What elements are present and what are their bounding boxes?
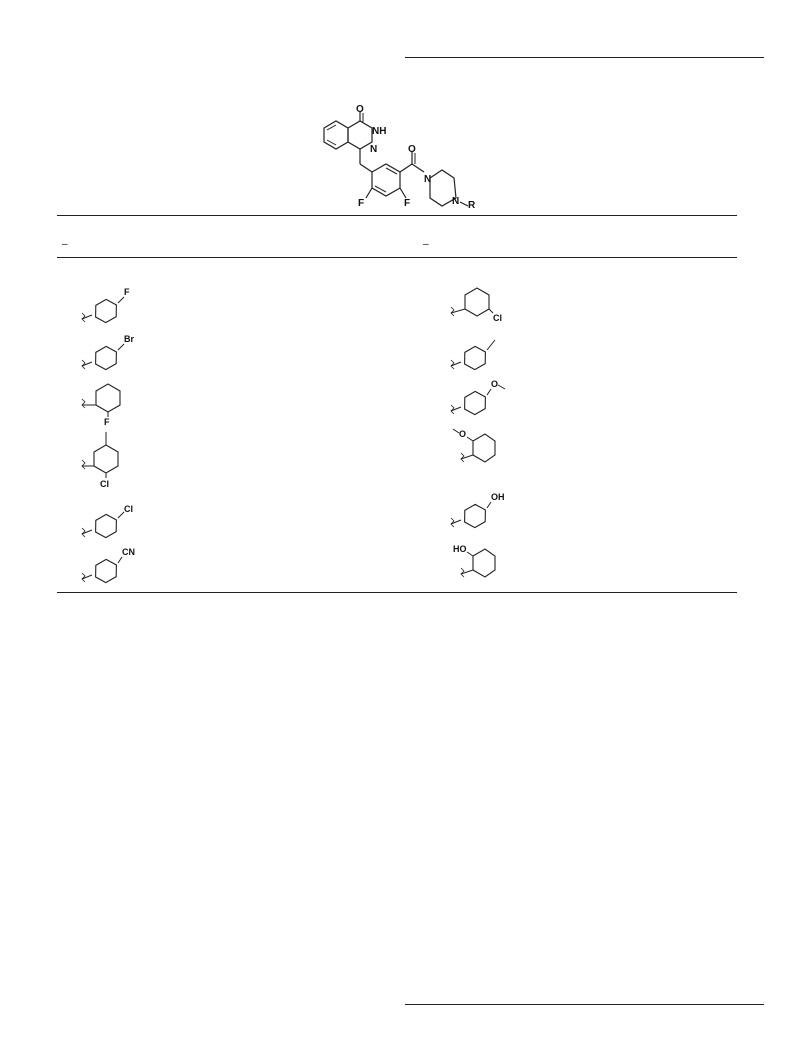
table-row [447, 540, 517, 585]
substituent-structure [447, 375, 522, 420]
scaffold-amide-n-label: N [424, 174, 432, 185]
column-header-left: – [62, 239, 68, 250]
substituent-label: CN [122, 547, 135, 557]
substituent-structure [447, 540, 517, 585]
table-row [78, 377, 148, 427]
substituent-structure [447, 425, 517, 470]
substituent-structure [78, 428, 148, 490]
header-rule [405, 57, 764, 58]
substituent-label: OH [491, 492, 505, 502]
substituent-structure [447, 283, 517, 328]
column-header-right: – [423, 239, 429, 250]
substituent-label: Br [124, 334, 135, 344]
table-row [78, 428, 148, 490]
substituent-structure [447, 488, 517, 533]
scaffold-f-left-label: F [358, 198, 365, 209]
substituent-label: Cl [493, 313, 502, 323]
table-row [447, 330, 517, 375]
substituent-label: O [459, 429, 467, 439]
table-row [78, 543, 148, 588]
substituent-label: Cl [100, 479, 109, 489]
table-row [78, 498, 148, 543]
scaffold-carbonyl-o-label: O [408, 144, 416, 155]
substituent-structure [78, 543, 148, 588]
table-row [78, 283, 148, 328]
substituent-label: HO [453, 544, 467, 554]
table-row [78, 330, 148, 375]
table-header-rule [57, 257, 737, 258]
substituent-structure [78, 283, 148, 328]
scaffold-n-r-label: N [452, 196, 460, 207]
scaffold-structure [300, 100, 500, 210]
substituent-label: F [104, 417, 110, 427]
table-row [447, 425, 517, 470]
table-bottom-rule [57, 592, 737, 593]
substituent-structure [447, 330, 517, 375]
substituent-structure [78, 377, 148, 427]
scaffold-n-label: N [370, 144, 378, 155]
table-top-rule [57, 215, 737, 216]
substituent-label: O [491, 379, 499, 389]
scaffold-r-label: R [468, 200, 476, 210]
footer-rule [405, 1004, 764, 1005]
scaffold-o-label: O [356, 104, 364, 115]
substituent-label: F [124, 287, 130, 297]
table-row [447, 375, 522, 420]
substituent-structure [78, 330, 148, 375]
scaffold-f-right-label: F [404, 198, 411, 209]
substituent-label: Cl [124, 504, 133, 514]
table-row [447, 488, 517, 533]
scaffold-nh-label: NH [372, 126, 387, 137]
substituent-structure [78, 498, 148, 543]
table-row [447, 283, 517, 328]
